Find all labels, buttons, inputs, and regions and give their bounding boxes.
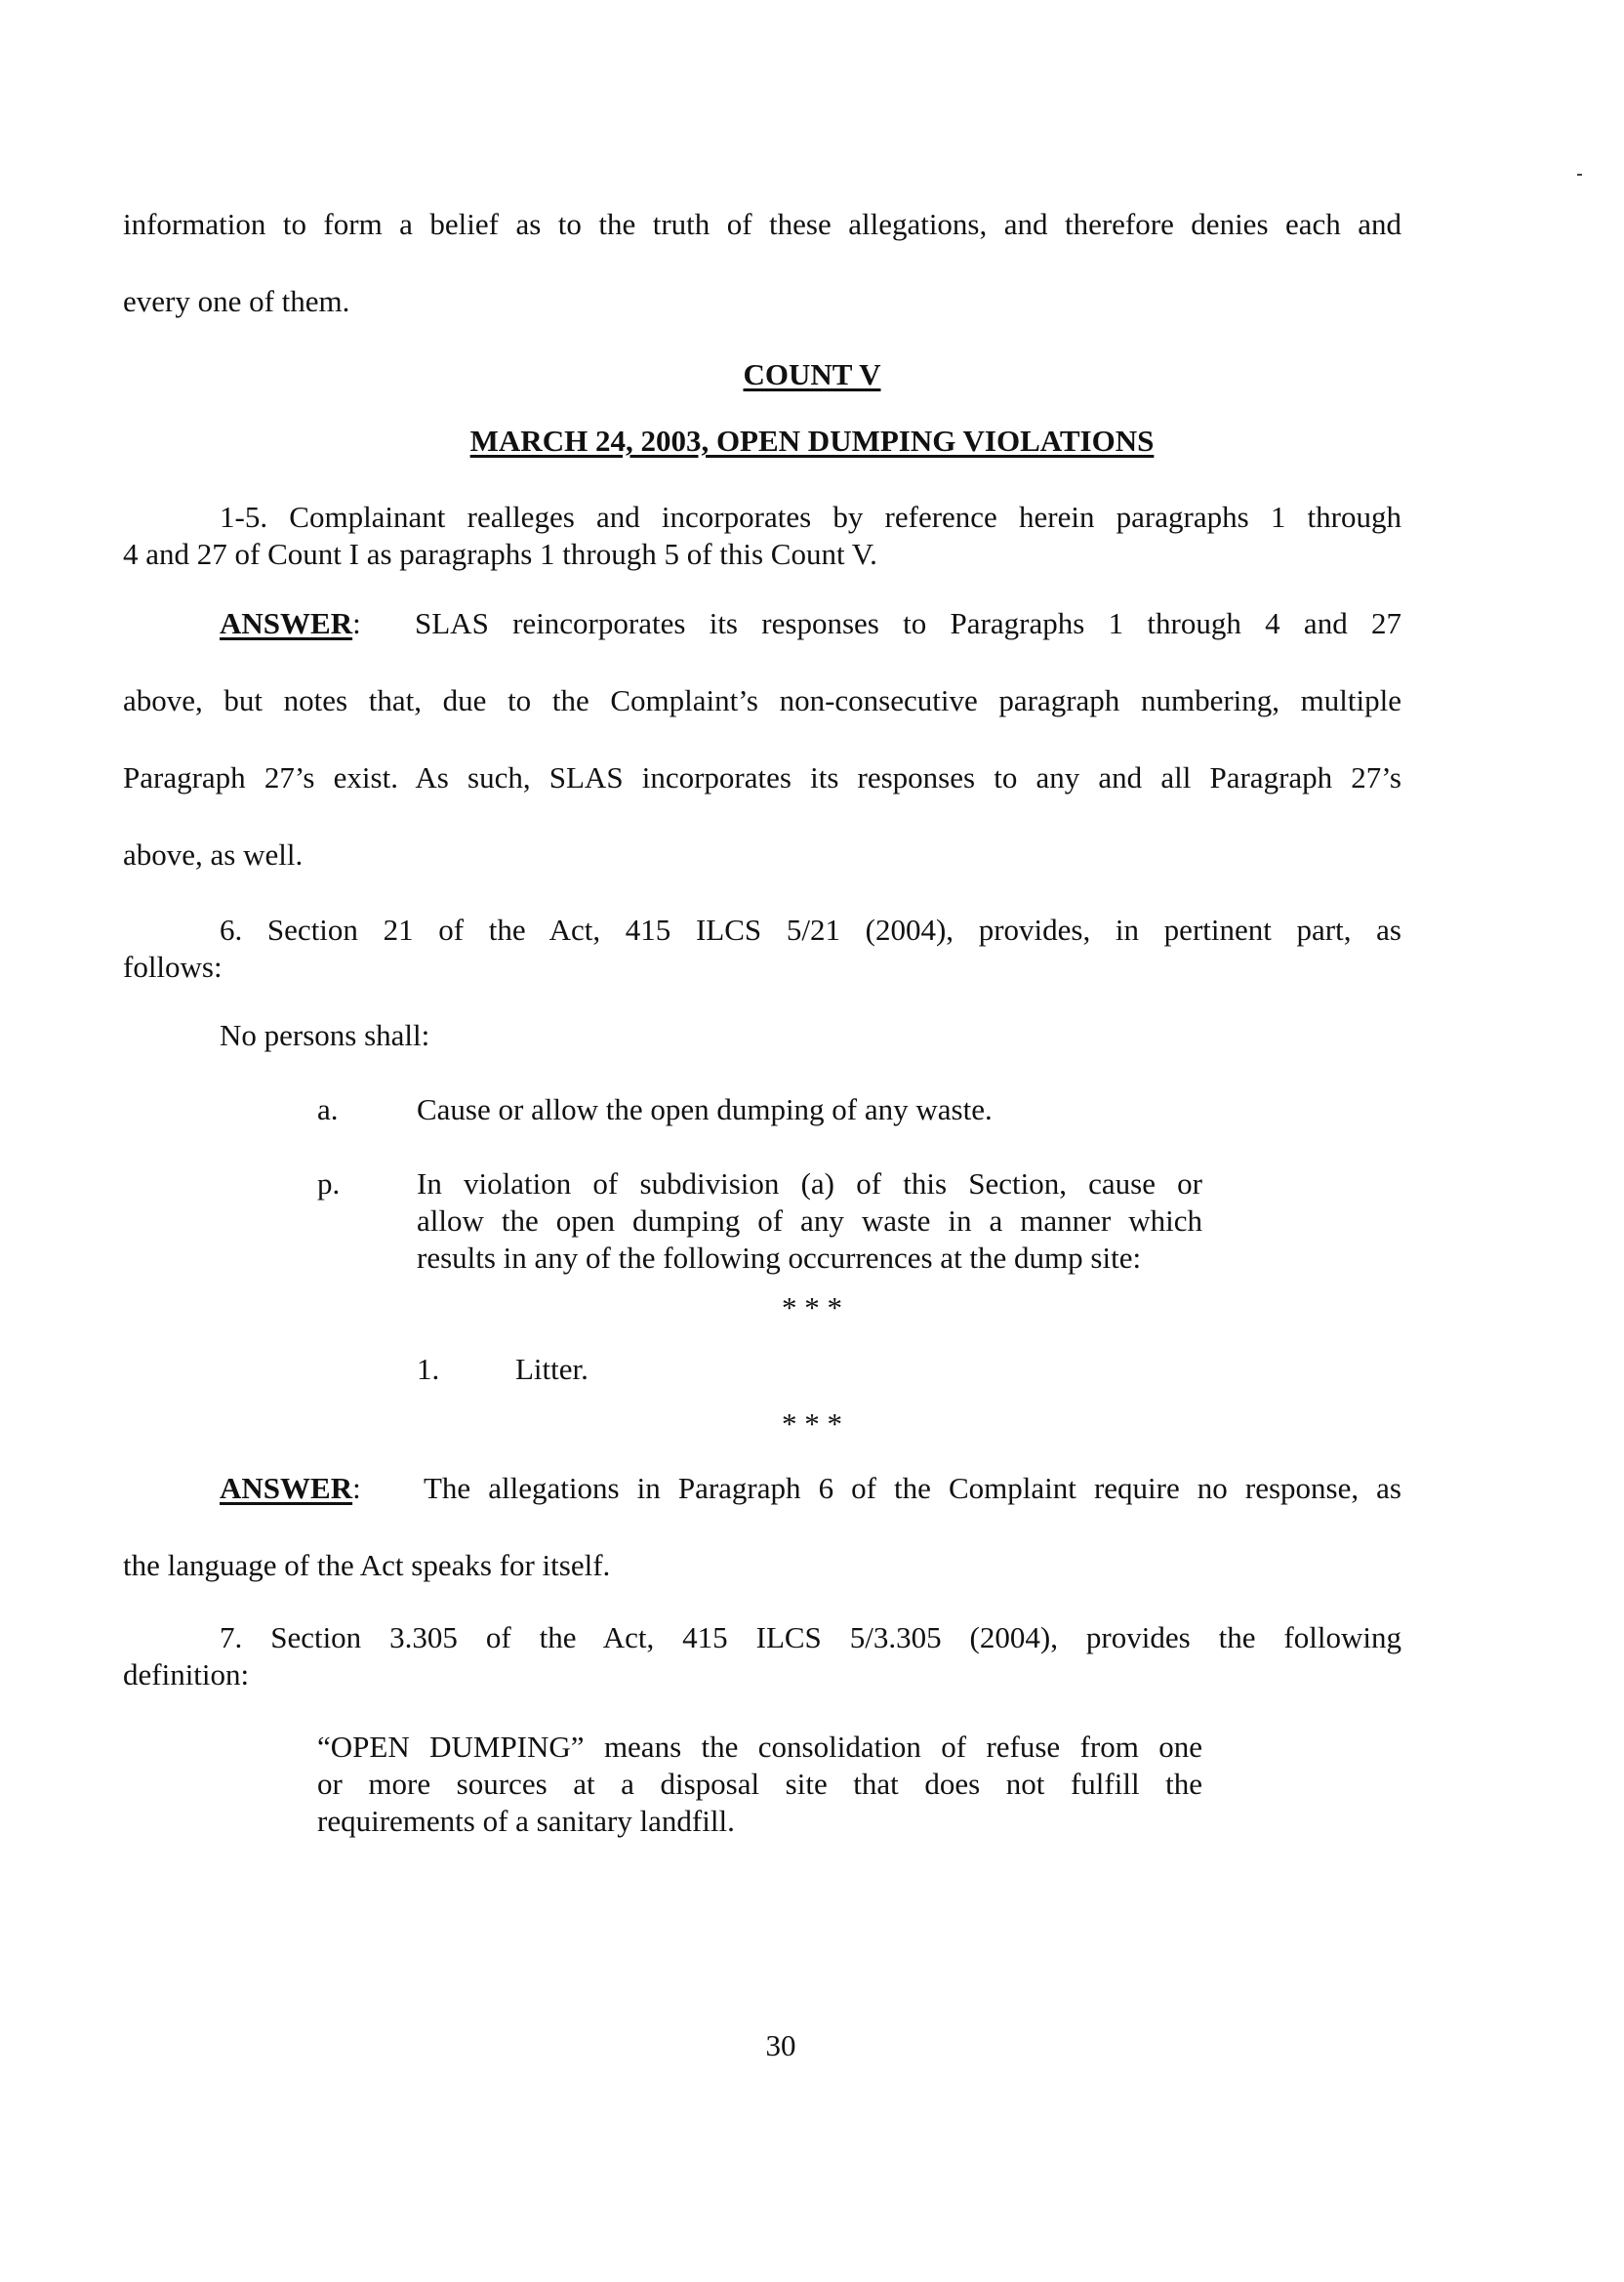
para-7-line-2: definition: — [123, 1657, 250, 1691]
answer-2-line-1: The allegations in Paragraph 6 of the Complaint require no response, as — [424, 1471, 1401, 1505]
para-6-line-2: follows: — [123, 950, 223, 984]
answer-2-label-line: ANSWER: The allegations in Paragraph 6 of the Complaint require no response, as — [220, 1471, 1401, 1505]
para-1-5-line-2: 4 and 27 of Count I as paragraphs 1 through 5 of this Count V. — [123, 537, 877, 571]
item-p-line-1: In violation of subdivision (a) of this Section, cause or — [417, 1166, 1202, 1201]
quote-line-2: or more sources at a disposal site that does not fulfill the — [317, 1767, 1202, 1801]
answer-label: ANSWER — [220, 606, 353, 640]
no-persons-shall: No persons shall: — [220, 1018, 430, 1052]
para-6-line-1: 6. Section 21 of the Act, 415 ILCS 5/21 (2004), provides, in pertinent part, as — [220, 913, 1401, 947]
item-1-text: Litter. — [515, 1352, 589, 1386]
answer-1-label-line: ANSWER: SLAS reincorporates its responses to Paragraphs 1 through 4 and 27 — [220, 606, 1401, 640]
quote-line-1: “OPEN DUMPING” means the consolidation of refuse from one — [317, 1730, 1202, 1764]
item-1-marker: 1. — [417, 1352, 440, 1386]
item-p-line-2: allow the open dumping of any waste in a manner which — [417, 1203, 1202, 1238]
answer-1-line-1: SLAS reincorporates its responses to Paragraphs 1 through 4 and 27 — [415, 606, 1401, 640]
answer-label: ANSWER — [220, 1471, 353, 1505]
count-subheading: MARCH 24, 2003, OPEN DUMPING VIOLATIONS — [469, 424, 1155, 458]
scan-speck — [1577, 174, 1582, 176]
page-number: 30 — [765, 2028, 796, 2062]
answer-2-line-2: the language of the Act speaks for itself. — [123, 1548, 611, 1582]
asterisks-2: * * * — [782, 1406, 842, 1441]
answer-1-line-4: above, as well. — [123, 837, 304, 872]
answer-1-line-3: Paragraph 27’s exist. As such, SLAS incorporates its responses to any and all Paragraph 27’s — [123, 760, 1401, 795]
item-p-marker: p. — [317, 1166, 341, 1201]
intro-line-1: information to form a belief as to the truth of these allegations, and therefore denies each and — [123, 207, 1401, 241]
para-7-line-1: 7. Section 3.305 of the Act, 415 ILCS 5/3.305 (2004), provides the following — [220, 1620, 1401, 1654]
quote-line-3: requirements of a sanitary landfill. — [317, 1804, 735, 1838]
answer-1-line-2: above, but notes that, due to the Complaint’s non-consecutive paragraph numbering, multiple — [123, 683, 1401, 717]
item-a-marker: a. — [317, 1092, 339, 1126]
count-heading: COUNT V — [743, 357, 881, 391]
intro-line-2: every one of them. — [123, 284, 350, 318]
item-p-line-3: results in any of the following occurrences at the dump site: — [417, 1241, 1142, 1275]
para-1-5-line-1: 1-5. Complainant realleges and incorporates by reference herein paragraphs 1 through — [220, 500, 1401, 534]
asterisks-1: * * * — [782, 1290, 842, 1324]
item-a-text: Cause or allow the open dumping of any waste. — [417, 1092, 993, 1126]
